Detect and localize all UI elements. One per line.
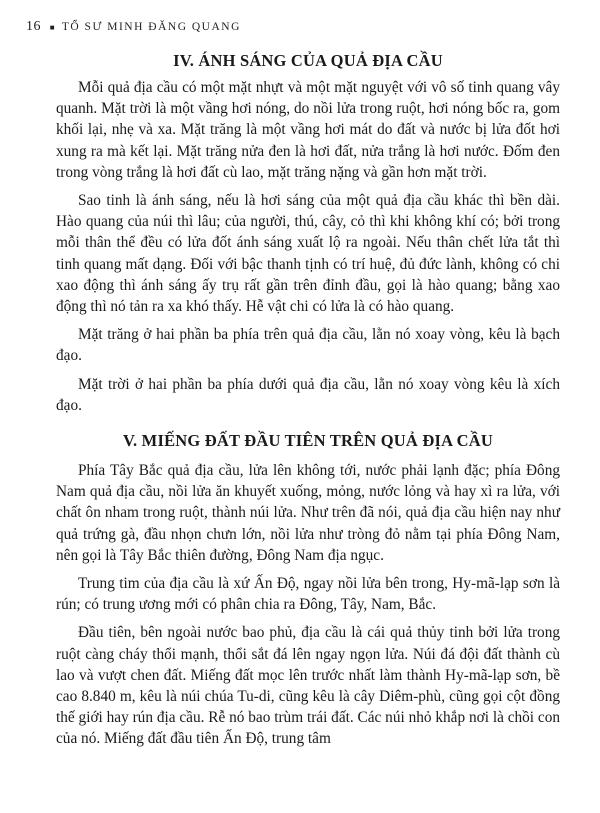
section-heading: IV. ÁNH SÁNG CỦA QUẢ ĐỊA CẦU [173, 51, 443, 70]
paragraph: Sao tinh là ánh sáng, nếu là hơi sáng của một quả địa cầu khác thì bền dài. Hào quang của núi thì lâu; của người, thú, cây, cỏ thì khi không khí có; bởi trong mỗi thân thể đều có lửa đốt ánh sáng xuất lộ ra ngoài. Nếu thân chết lửa tắt thì tinh quang mất dạng. Đối với bậc thanh tịnh có trí huệ, đủ đức lành, không có chi xao động thì ánh sáng ấy trụ rất gần trên đỉnh đầu, gọi là hào quang; bằng xao động thì nó tản ra xa khó thấy. Hễ vật chi có lửa là có hào quang. [56, 192, 560, 316]
paragraph: Mỗi quả địa cầu có một mặt nhựt và một mặt nguyệt với vô số tinh quang vây quanh. Mặt trời là một vầng hơi nóng, do nồi lửa trong ruột, hơi nóng bốc ra, gom khối lại, nhẹ và xa. Mặt trăng là một vầng hơi mát do đất và nước bị lửa đốt hơi xung ra mà kết lại. Mặt trăng nửa đen là hơi đất, nửa trắng là hơi nước. Đốm đen trong vòng trắng là hơi đất cù lao, mặt trăng nặng và gần hơn mặt trời. [56, 79, 560, 181]
section-4 [56, 50, 560, 416]
section-5 [56, 430, 560, 750]
paragraph: Phía Tây Bắc quả địa cầu, lửa lên không tới, nước phải lạnh đặc; phía Đông Nam quả địa cầu, nồi lửa ăn khuyết xuống, mỏng, nước lỏng và hay xì ra lửa, với chất ôn nham trong ruột, thành núi lửa. Như trên đã nói, quả địa cầu hiện nay như quả trứng gà, đầu nhọn chưn lớn, nồi lửa như tròng đỏ nằm tại phía Đông Nam, nên gọi là Tây Bắc thiên đường, Đông Nam địa ngục. [56, 462, 560, 564]
paragraph: Trung tim của địa cầu là xứ Ấn Độ, ngay nồi lửa bên trong, Hy-mã-lạp sơn là rún; có trung ương mới có phân chia ra Đông, Tây, Nam, Bắc. [56, 575, 560, 614]
page-content [56, 44, 560, 757]
book-title: TỔ SƯ MINH ĐĂNG QUANG [61, 21, 241, 33]
section-heading: V. MIẾNG ĐẤT ĐẦU TIÊN TRÊN QUẢ ĐỊA CẦU [123, 431, 493, 451]
paragraph: Mặt trăng ở hai phần ba phía trên quả địa cầu, lằn nó xoay vòng, kêu là bạch đạo. [56, 326, 560, 365]
paragraph: Mặt trời ở hai phần ba phía dưới quả địa cầu, lằn nó xoay vòng kêu là xích đạo. [56, 375, 560, 414]
running-header [26, 18, 241, 35]
paragraph: Đầu tiên, bên ngoài nước bao phủ, địa cầu là cái quả thủy tinh bởi lửa trong ruột càng cháy thổi mạnh, thổi sắt đá lên ngay ngọn lửa. Núi đá đội đất thành cù lao và vượt chen đất. Miếng đất mọc lên trước nhất làm thành Hy-mã-lạp sơn, bề cao 8.840 m, kêu là núi chúa Tu-di, cũng kêu là cây Diêm-phù, cũng gọi cột đồng thế giới hay rún địa cầu. Rễ nó bao trùm trái đất. Các núi nhỏ khắp nơi là chồi con của nó. Miếng đất đầu tiên Ấn Độ, trung tâm [56, 624, 560, 748]
page-number: 16 [26, 19, 41, 34]
bullet-separator: ■ [49, 22, 56, 32]
